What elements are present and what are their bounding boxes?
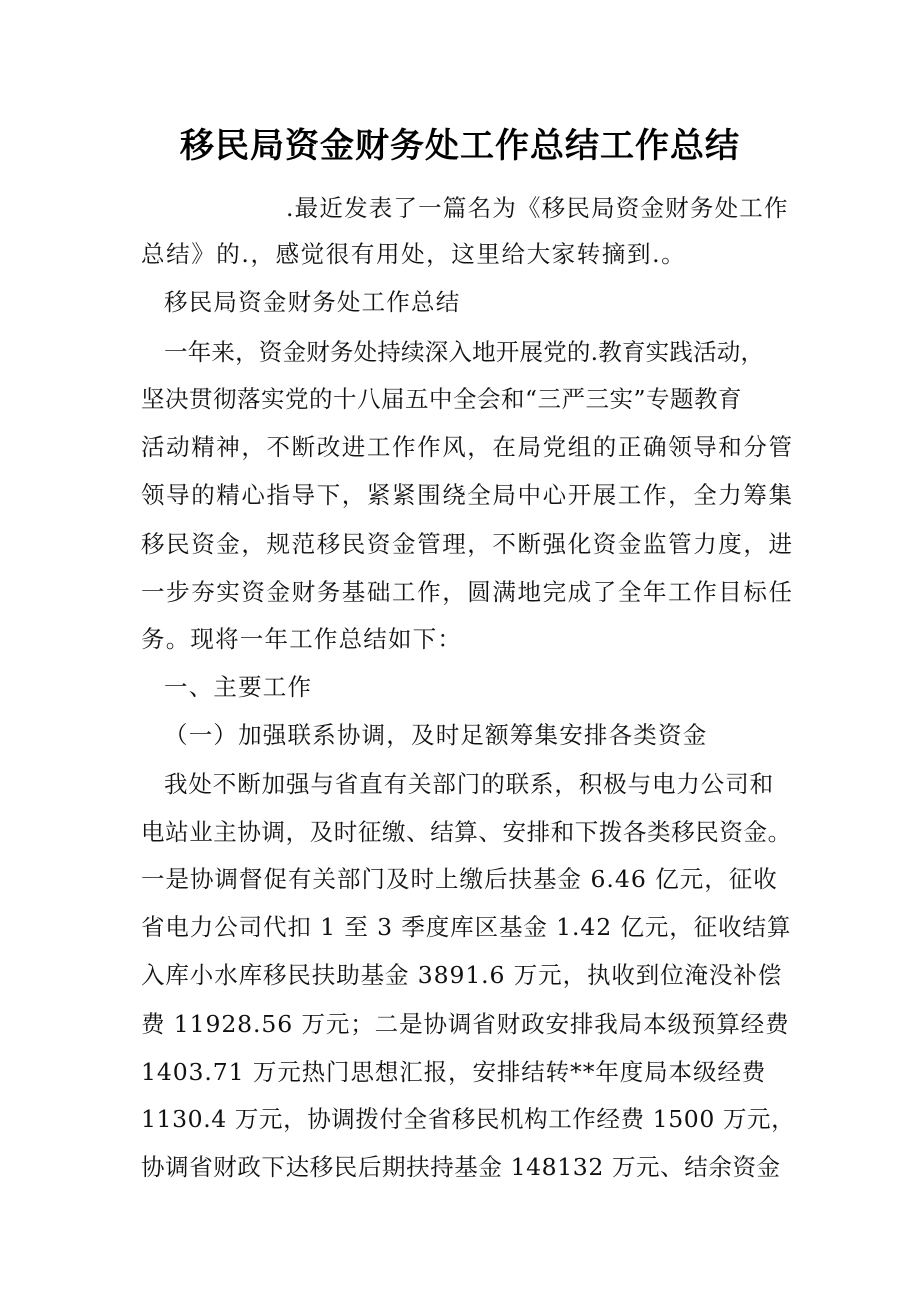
paragraph-line: 费 11928.56 万元；二是协调省财政安排我局本级预算经费 xyxy=(141,1010,790,1038)
paragraph-line: 省电力公司代扣 1 至 3 季度库区基金 1.42 亿元，征收结算 xyxy=(141,913,792,941)
paragraph-line: 我处不断加强与省直有关部门的联系，积极与电力公司和 xyxy=(164,770,774,798)
document-title: 移民局资金财务处工作总结工作总结 xyxy=(180,126,740,166)
paragraph-line: 一是协调督促有关部门及时上缴后扶基金 6.46 亿元，征收 xyxy=(141,865,778,893)
section-heading: 移民局资金财务处工作总结 xyxy=(164,288,461,316)
subheading-1: （一）加强联系协调，及时足额筹集安排各类资金 xyxy=(164,721,708,749)
paragraph-line: 务。现将一年工作总结如下： xyxy=(141,625,463,653)
paragraph-line: 一步夯实资金财务基础工作，圆满地完成了全年工作目标任 xyxy=(141,578,794,606)
paragraph-line: 1403.71 万元热门思想汇报，安排结转**年度局本级经费 xyxy=(141,1058,767,1086)
paragraph-line: 1130.4 万元，协调拨付全省移民机构工作经费 1500 万元， xyxy=(141,1105,796,1133)
intro-line-1: .最近发表了一篇名为《移民局资金财务处工作 xyxy=(286,194,789,222)
heading-main-work: 一、主要工作 xyxy=(164,673,313,701)
intro-line-2: 总结》的.，感觉很有用处，这里给大家转摘到.。 xyxy=(141,240,687,268)
paragraph-line: 一年来，资金财务处持续深入地开展党的.教育实践活动， xyxy=(164,338,765,366)
paragraph-line: 入库小水库移民扶助基金 3891.6 万元，执收到位淹没补偿 xyxy=(141,961,783,989)
paragraph-line: 坚决贯彻落实党的十八届五中全会和“三严三实”专题教育 xyxy=(141,385,743,413)
paragraph-line: 移民资金，规范移民资金管理，不断强化资金监管力度，进 xyxy=(141,530,794,558)
paragraph-line: 领导的精心指导下，紧紧围绕全局中心开展工作，全力筹集 xyxy=(141,481,794,509)
paragraph-line: 电站业主协调，及时征缴、结算、安排和下拨各类移民资金。 xyxy=(141,818,792,846)
paragraph-line: 活动精神，不断改进工作作风，在局党组的正确领导和分管 xyxy=(141,433,794,461)
paragraph-line: 协调省财政下达移民后期扶持基金 148132 万元、结余资金 xyxy=(141,1153,781,1181)
